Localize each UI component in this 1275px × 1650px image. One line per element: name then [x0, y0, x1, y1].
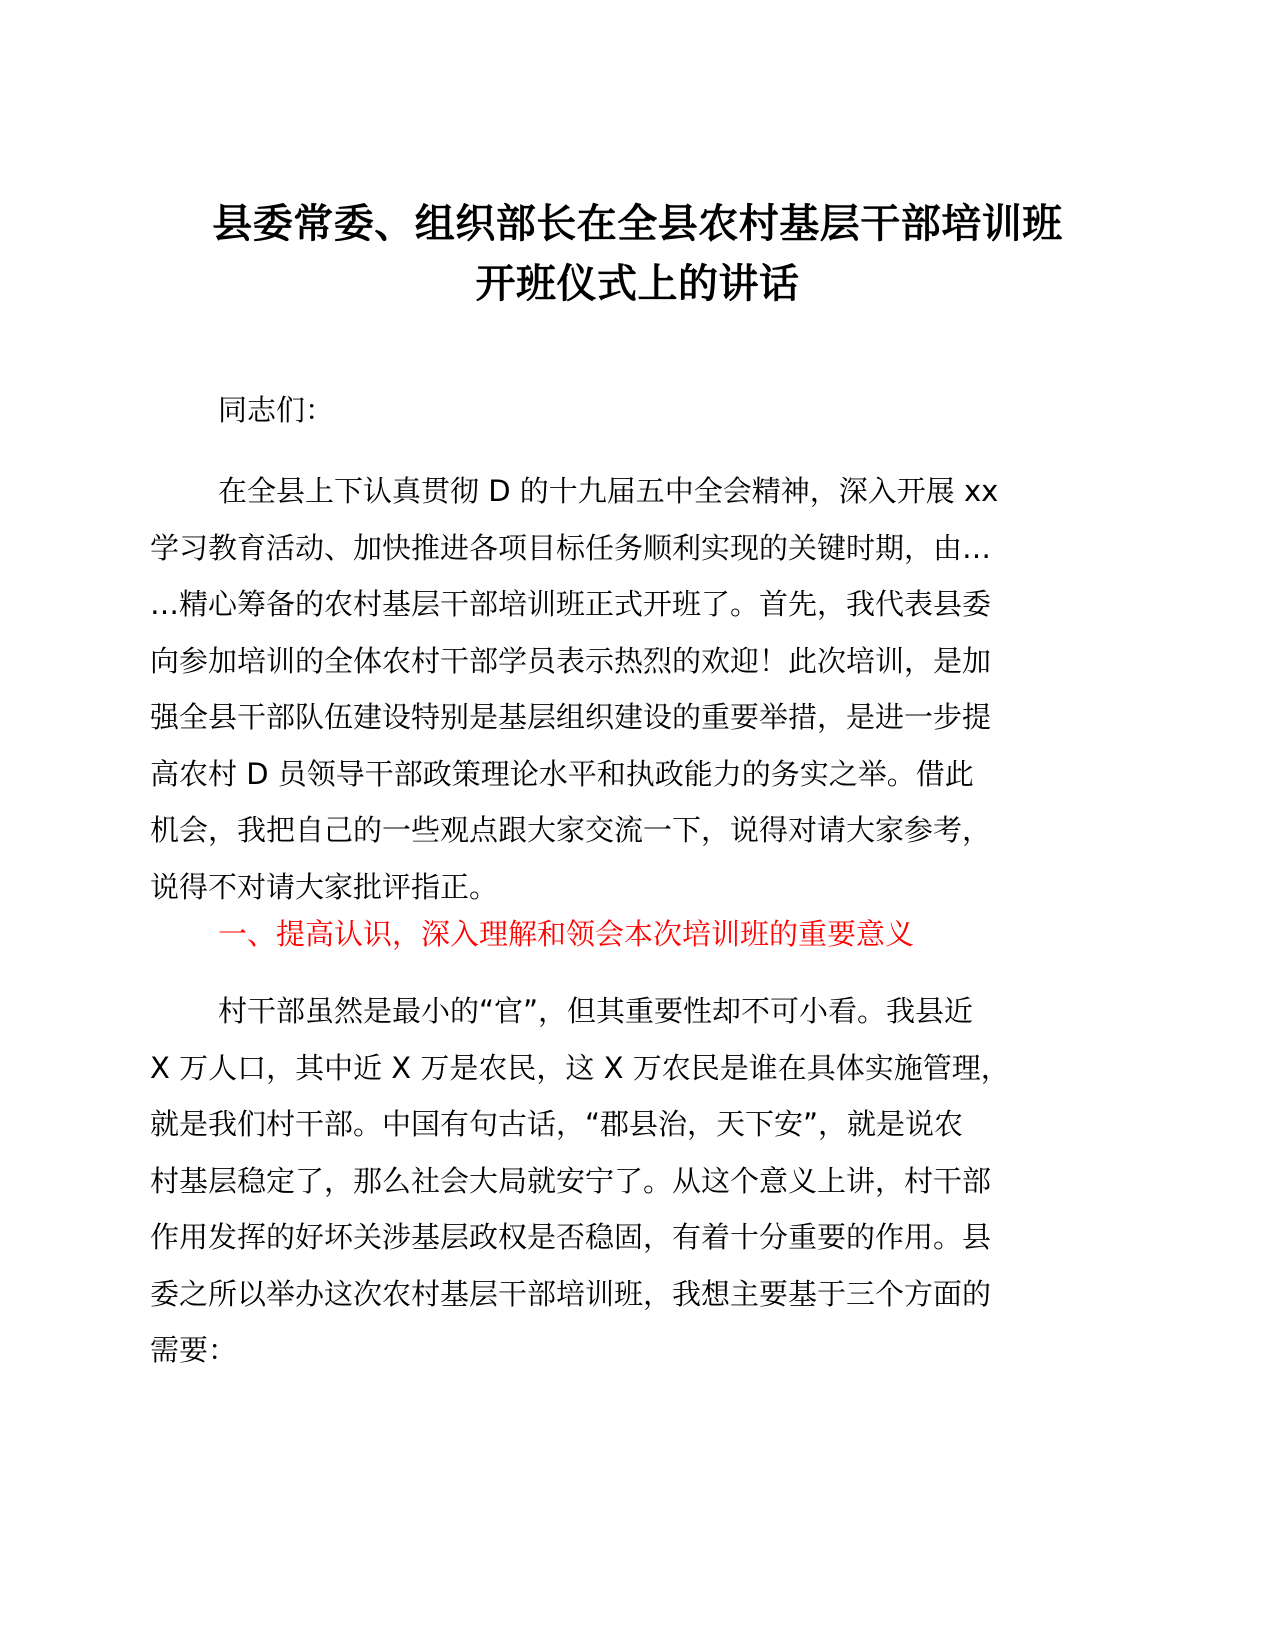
paragraph-line: X 万人口，其中近 X 万是农民，这 X 万农民是谁在具体实施管理， [150, 1050, 1010, 1085]
body-paragraph-significance [150, 983, 1125, 1379]
paragraph-line: 就是我们村干部。中国有句古话，“郡县治，天下安”，就是说农 [150, 1107, 964, 1141]
paragraph-line: 向参加培训的全体农村干部学员表示热烈的欢迎！此次培训，是加 [150, 643, 992, 678]
paragraph-line: 说得不对请大家批评指正。 [150, 869, 499, 904]
paragraph-line: 村干部虽然是最小的“官”，但其重要性却不可小看。我县近 [218, 994, 974, 1028]
title-line: 开班仪式上的讲话 [475, 261, 800, 307]
paragraph-line: 委之所以举办这次农村基层干部培训班，我想主要基于三个方面的 [150, 1276, 992, 1311]
document-title [150, 194, 1125, 314]
body-paragraph-intro [150, 463, 1125, 915]
paragraph-line: 强全县干部队伍建设特别是基层组织建设的重要举措，是进一步提 [150, 700, 992, 734]
section-heading: 一、提高认识，深入理解和领会本次培训班的重要意义 [218, 917, 915, 951]
paragraph-line: 机会，我把自己的一些观点跟大家交流一下，说得对请大家参考， [150, 813, 992, 847]
paragraph-line: …精心筹备的农村基层干部培训班正式开班了。首先，我代表县委 [150, 587, 992, 621]
paragraph-line: 在全县上下认真贯彻 D 的十九届五中全会精神，深入开展 xx [218, 474, 999, 508]
paragraph-line: 高农村 D 员领导干部政策理论水平和执政能力的务实之举。借此 [150, 756, 974, 791]
paragraph-line: 需要： [150, 1333, 238, 1367]
paragraph-line: 作用发挥的好坏关涉基层政权是否稳固，有着十分重要的作用。县 [150, 1220, 992, 1254]
paragraph-line: 村基层稳定了，那么社会大局就安宁了。从这个意义上讲，村干部 [150, 1163, 992, 1198]
title-line: 县委常委、组织部长在全县农村基层干部培训班 [212, 201, 1063, 247]
salutation: 同志们： [218, 393, 335, 427]
paragraph-line: 学习教育活动、加快推进各项目标任务顺利实现的关键时期，由… [150, 530, 992, 565]
